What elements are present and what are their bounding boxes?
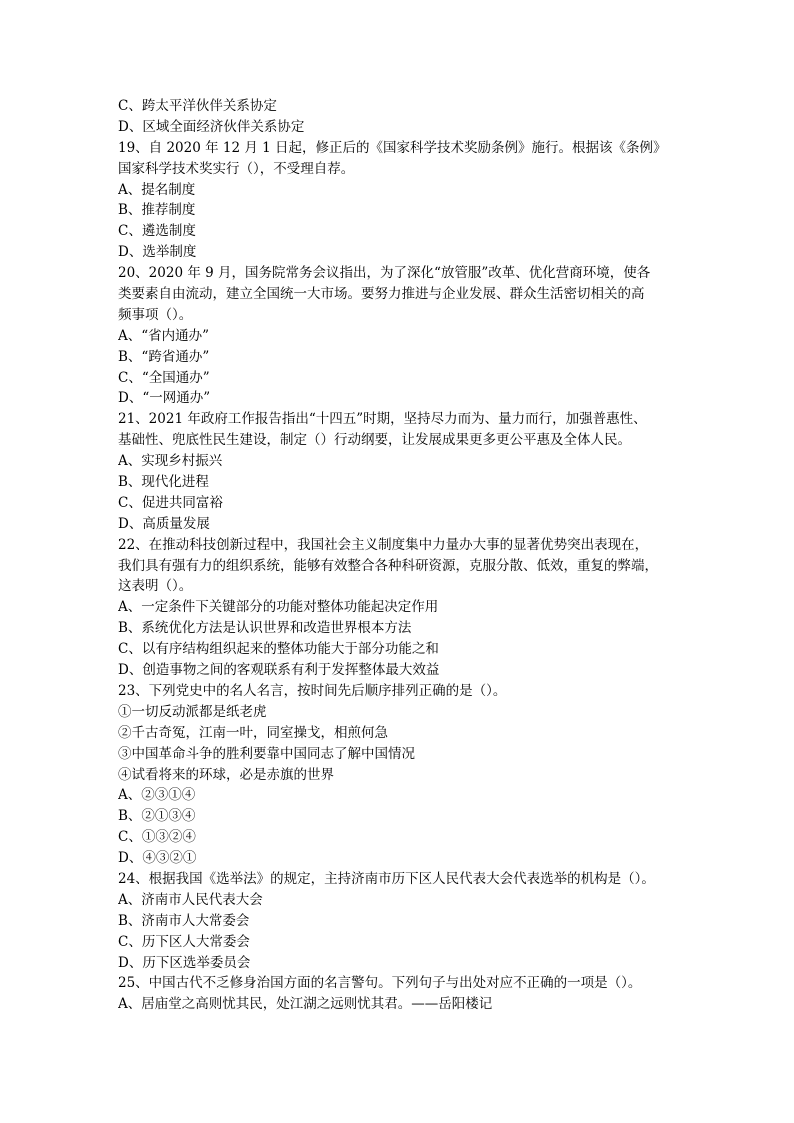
option-d: D、历下区选举委员会 (118, 954, 251, 971)
question-19: 19、自 2020 年 12 月 1 日起，修正后的《国家科学技术奖励条例》施行。根据该《条例》 (118, 139, 667, 156)
option-c: C、遴选制度 (118, 223, 196, 240)
statement-3: ③中国革命斗争的胜利要靠中国同志了解中国情况 (118, 745, 415, 762)
option-a: A、②③①④ (118, 787, 196, 804)
option-a: A、济南市人民代表大会 (118, 891, 263, 908)
question-20: 20、2020 年 9 月，国务院常务会议指出，为了深化“放管服”改革、优化营商环境，使各 (118, 265, 651, 282)
option-a: A、“省内通办” (118, 327, 210, 344)
question-25: 25、中国古代不乏修身治国方面的名言警句。下列句子与出处对应不正确的一项是（）。 (118, 975, 642, 992)
option-a: A、居庙堂之高则忧其民，处江湖之远则忧其君。——岳阳楼记 (118, 996, 493, 1013)
question-23: 23、下列党史中的名人名言，按时间先后顺序排列正确的是（）。 (118, 682, 507, 699)
text-line: 基础性、兜底性民生建设，制定（）行动纲要，让发展成果更多更公平惠及全体人民。 (118, 432, 631, 449)
option-b: B、推荐制度 (118, 202, 196, 219)
text-line: D、区域全面经济伙伴关系协定 (118, 118, 305, 135)
question-21: 21、2021 年政府工作报告指出“十四五”时期，坚持尽力而为、量力而行，加强普惠性、 (118, 411, 647, 428)
document-page (118, 96, 678, 1015)
option-a: A、实现乡村振兴 (118, 453, 223, 470)
text-line: 类要素自由流动，建立全国统一大市场。要努力推进与企业发展、群众生活密切相关的高 (118, 286, 645, 303)
statement-1: ①一切反动派都是纸老虎 (118, 703, 267, 720)
text-line: 这表明（）。 (118, 578, 193, 595)
statement-4: ④试看将来的环球，必是赤旗的世界 (118, 766, 334, 783)
option-c: C、历下区人大常委会 (118, 933, 250, 950)
option-c: C、①③②④ (118, 829, 196, 846)
option-d: D、创造事物之间的客观联系有利于发挥整体最大效益 (118, 662, 440, 679)
option-a: A、提名制度 (118, 181, 196, 198)
option-d: D、选举制度 (118, 244, 197, 261)
option-b: B、济南市人大常委会 (118, 912, 250, 929)
text-line: C、跨太平洋伙伴关系协定 (118, 98, 277, 114)
option-a: A、一定条件下关键部分的功能对整体功能起决定作用 (118, 599, 439, 616)
question-24: 24、根据我国《选举法》的规定，主持济南市历下区人民代表大会代表选举的机构是（）。 (118, 870, 655, 887)
option-d: D、“一网通办” (118, 390, 211, 407)
option-d: D、高质量发展 (118, 515, 210, 532)
option-d: D、④③②① (118, 850, 197, 867)
option-b: B、“跨省通办” (118, 348, 210, 365)
option-c: C、以有序结构组织起来的整体功能大于部分功能之和 (118, 641, 439, 658)
statement-2: ②千古奇冤，江南一叶，同室操戈，相煎何急 (118, 724, 388, 741)
option-c: C、“全国通办” (118, 369, 210, 386)
question-22: 22、在推动科技创新过程中，我国社会主义制度集中力量办大事的显著优势突出表现在， (118, 536, 649, 553)
text-line: 频事项（）。 (118, 306, 193, 323)
option-b: B、现代化进程 (118, 474, 209, 491)
option-b: B、系统优化方法是认识世界和改造世界根本方法 (118, 620, 412, 637)
text-line: 我们具有强有力的组织系统，能够有效整合各种科研资源，克服分散、低效，重复的弊端， (118, 557, 658, 574)
text-line: 国家科学技术奖实行（），不受理自荐。 (118, 160, 355, 177)
option-c: C、促进共同富裕 (118, 494, 223, 511)
option-b: B、②①③④ (118, 808, 196, 825)
